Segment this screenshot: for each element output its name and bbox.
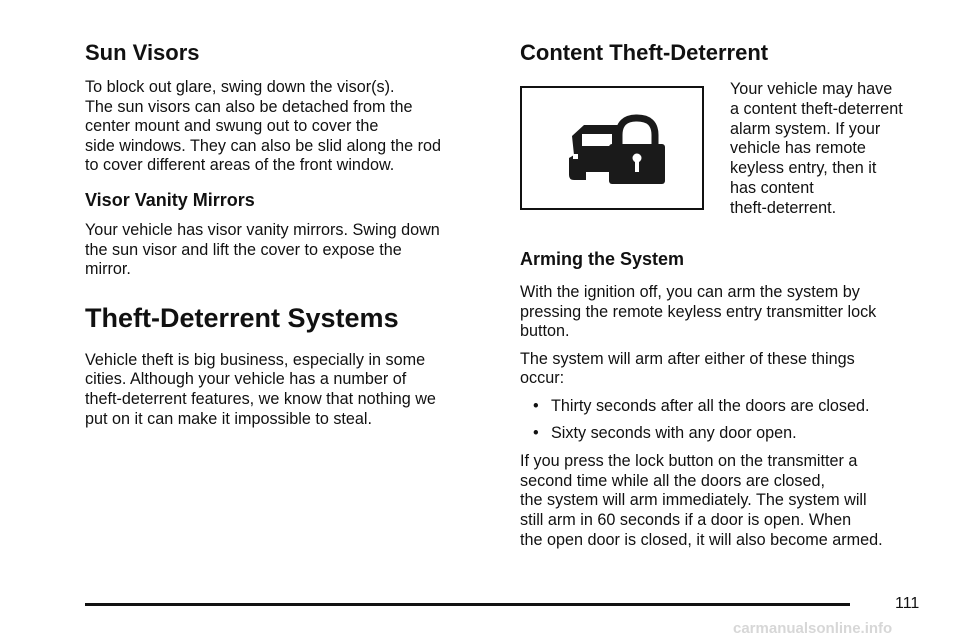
car-lock-icon <box>522 88 702 208</box>
content-theft-deterrent-heading: Content Theft-Deterrent <box>520 40 769 65</box>
footer-rule <box>85 603 850 606</box>
content-theft-feature <box>520 80 930 217</box>
arming-conditions-list <box>520 397 930 443</box>
list-item-text: Sixty seconds with any door open. <box>551 423 797 442</box>
arming-paragraph-3: If you press the lock button on the transmitter a second time while all the doors are closed, the system will arm immediately. The system will still arm in 60 seconds if a door is open. When the open door is closed, it will also become armed. <box>520 452 883 549</box>
arming-paragraph-1: With the ignition off, you can arm the system by pressing the remote keyless entry transmitter lock button. <box>520 283 877 341</box>
visor-vanity-mirrors-text: Your vehicle has visor vanity mirrors. Swing down the sun visor and lift the cover to expose the mirror. <box>85 220 440 279</box>
icon-frame <box>520 86 704 210</box>
sun-visors-heading: Sun Visors <box>85 40 200 65</box>
bullet-marker: • <box>533 396 539 415</box>
sun-visors-text: To block out glare, swing down the visor(s). The sun visors can also be detached from the center mount and swung out to cover the side windows. They can also be slid along the rod to cover different areas of the front window. <box>85 78 442 175</box>
watermark: carmanualsonline.info <box>733 620 893 637</box>
theft-deterrent-systems-text: Vehicle theft is big business, especially in some cities. Although your vehicle has a number of theft-deterrent features, we know that nothing we put on it can make it impossible to steal. <box>85 350 436 428</box>
left-column <box>85 40 490 429</box>
visor-vanity-mirrors-heading: Visor Vanity Mirrors <box>85 189 255 210</box>
right-column <box>520 40 930 550</box>
list-item <box>520 397 930 417</box>
page-number: 111 <box>895 595 920 612</box>
list-item-text: Thirty seconds after all the doors are closed. <box>551 396 870 415</box>
theft-deterrent-systems-heading: Theft-Deterrent Systems <box>85 302 399 333</box>
arming-the-system-heading: Arming the System <box>520 249 685 269</box>
arming-paragraph-2: The system will arm after either of these things occur: <box>520 349 855 388</box>
content-theft-text: Your vehicle may have a content theft-deterrent alarm system. If your vehicle has remote keyless entry, then it has content theft-deterrent. <box>730 80 903 217</box>
list-item <box>520 424 930 444</box>
bullet-marker: • <box>533 423 539 442</box>
